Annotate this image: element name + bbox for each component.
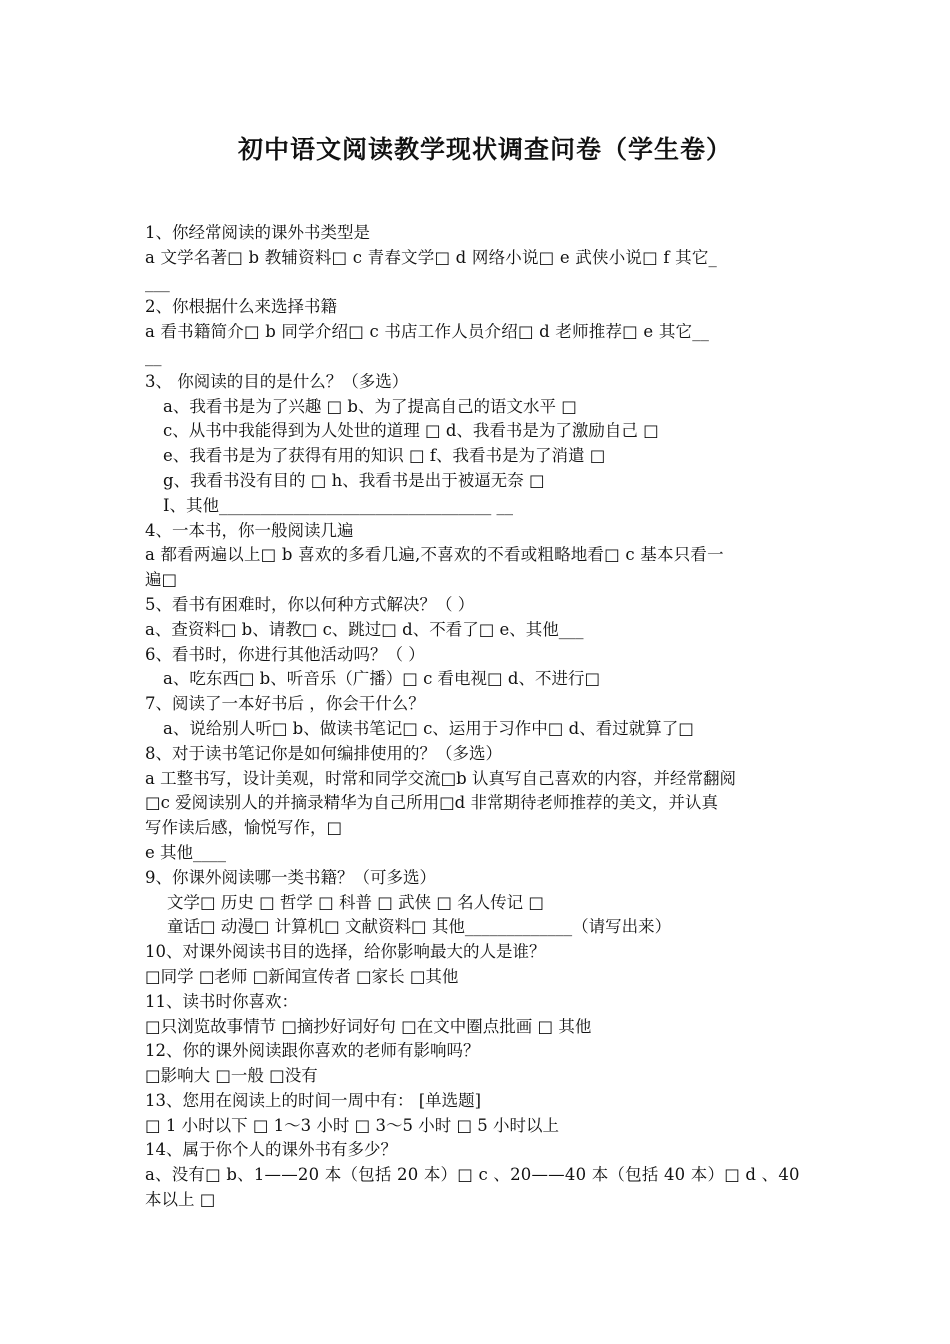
question-13: 13、您用在阅读上的时间一周中有： [单选题]	[145, 1090, 482, 1110]
question-8-option-e: e 其他____	[145, 842, 227, 862]
question-4-options-cont: 遍□	[145, 570, 178, 590]
question-3-option-gh: g、我看书没有目的 □ h、我看书是出于被逼无奈 □	[163, 470, 545, 490]
question-1: 1、你经常阅读的课外书类型是	[145, 223, 370, 242]
document-page	[145, 130, 825, 1213]
question-2-options-cont: __	[145, 346, 162, 366]
question-11: 11、读书时你喜欢：	[145, 991, 298, 1011]
question-10-options: □同学 □老师 □新闻宣传者 □家长 □其他	[145, 966, 459, 986]
question-12: 12、你的课外阅读跟你喜欢的老师有影响吗？	[145, 1041, 480, 1061]
document-title: 初中语文阅读教学现状调查问卷（学生卷）	[237, 135, 732, 164]
question-1-options: a 文学名著□ b 教辅资料□ c 青春文学□ d 网络小说□ e 武侠小说□ f 其它_	[145, 247, 717, 267]
question-9: 9、你课外阅读哪一类书籍？（可多选）	[145, 867, 436, 887]
question-3-option-i: I、其他_________________________________ __	[163, 495, 514, 515]
question-8-options-3: 写作读后感，愉悦写作，□	[145, 818, 343, 838]
question-2: 2、你根据什么来选择书籍	[145, 297, 337, 317]
question-4: 4、一本书，你一般阅读几遍	[145, 520, 354, 540]
question-7-options: a、说给别人听□ b、做读书笔记□ c、运用于习作中□ d、看过就算了□	[163, 718, 694, 738]
question-3-option-cd: c、从书中我能得到为人处世的道理 □ d、我看书是为了激励自己 □	[163, 421, 659, 441]
question-13-options: □ 1 小时以下 □ 1～3 小时 □ 3～5 小时 □ 5 小时以上	[145, 1115, 560, 1135]
question-9-options-2: 童话□ 动漫□ 计算机□ 文献资料□ 其他_____________（请写出来）	[167, 917, 672, 937]
question-8-options-1: a 工整书写，设计美观，时常和同学交流□b 认真写自己喜欢的内容，并经常翻阅	[145, 768, 736, 788]
question-3: 3、 你阅读的目的是什么？（多选）	[145, 371, 409, 391]
question-6: 6、看书时，你进行其他活动吗？（ ）	[145, 644, 425, 664]
question-3-option-ab: a、我看书是为了兴趣 □ b、为了提高自己的语文水平 □	[163, 396, 577, 416]
question-10: 10、对课外阅读书目的选择，给你影响最大的人是谁？	[145, 942, 546, 962]
question-7: 7、阅读了一本好书后 ，你会干什么？	[145, 694, 425, 714]
question-11-options: □只浏览故事情节 □摘抄好词好句 □在文中圈点批画 □ 其他	[145, 1016, 592, 1036]
question-14: 14、属于你个人的课外书有多少？	[145, 1140, 397, 1160]
question-6-options: a、吃东西□ b、听音乐（广播）□ c 看电视□ d、不进行□	[163, 669, 601, 689]
questionnaire-body	[145, 221, 825, 1213]
question-12-options: □影响大 □一般 □没有	[145, 1066, 318, 1086]
question-8-options-2: □c 爱阅读别人的并摘录精华为自己所用□d 非常期待老师推荐的美文，并认真	[145, 793, 718, 813]
question-2-options: a 看书籍简介□ b 同学介绍□ c 书店工作人员介绍□ d 老师推荐□ e 其它__	[145, 322, 710, 342]
question-4-options: a 都看两遍以上□ b 喜欢的多看几遍,不喜欢的不看或粗略地看□ c 基本只看一	[145, 545, 724, 565]
question-14-options: a、没有□ b、1——20 本（包括 20 本）□ c 、20——40 本（包括 40 本）□ d 、40	[145, 1165, 800, 1185]
question-14-options-cont: 本以上 □	[145, 1190, 216, 1210]
question-8: 8、对于读书笔记你是如何编排使用的？（多选）	[145, 743, 502, 763]
question-3-option-ef: e、我看书是为了获得有用的知识 □ f、我看书是为了消遣 □	[163, 446, 606, 466]
question-9-options-1: 文学□ 历史 □ 哲学 □ 科普 □ 武侠 □ 名人传记 □	[167, 892, 544, 912]
question-5: 5、看书有困难时，你以何种方式解决？（ ）	[145, 594, 475, 614]
question-1-options-cont: ___	[145, 272, 170, 292]
question-5-options: a、查资料□ b、请教□ c、跳过□ d、不看了□ e、其他___	[145, 619, 584, 639]
